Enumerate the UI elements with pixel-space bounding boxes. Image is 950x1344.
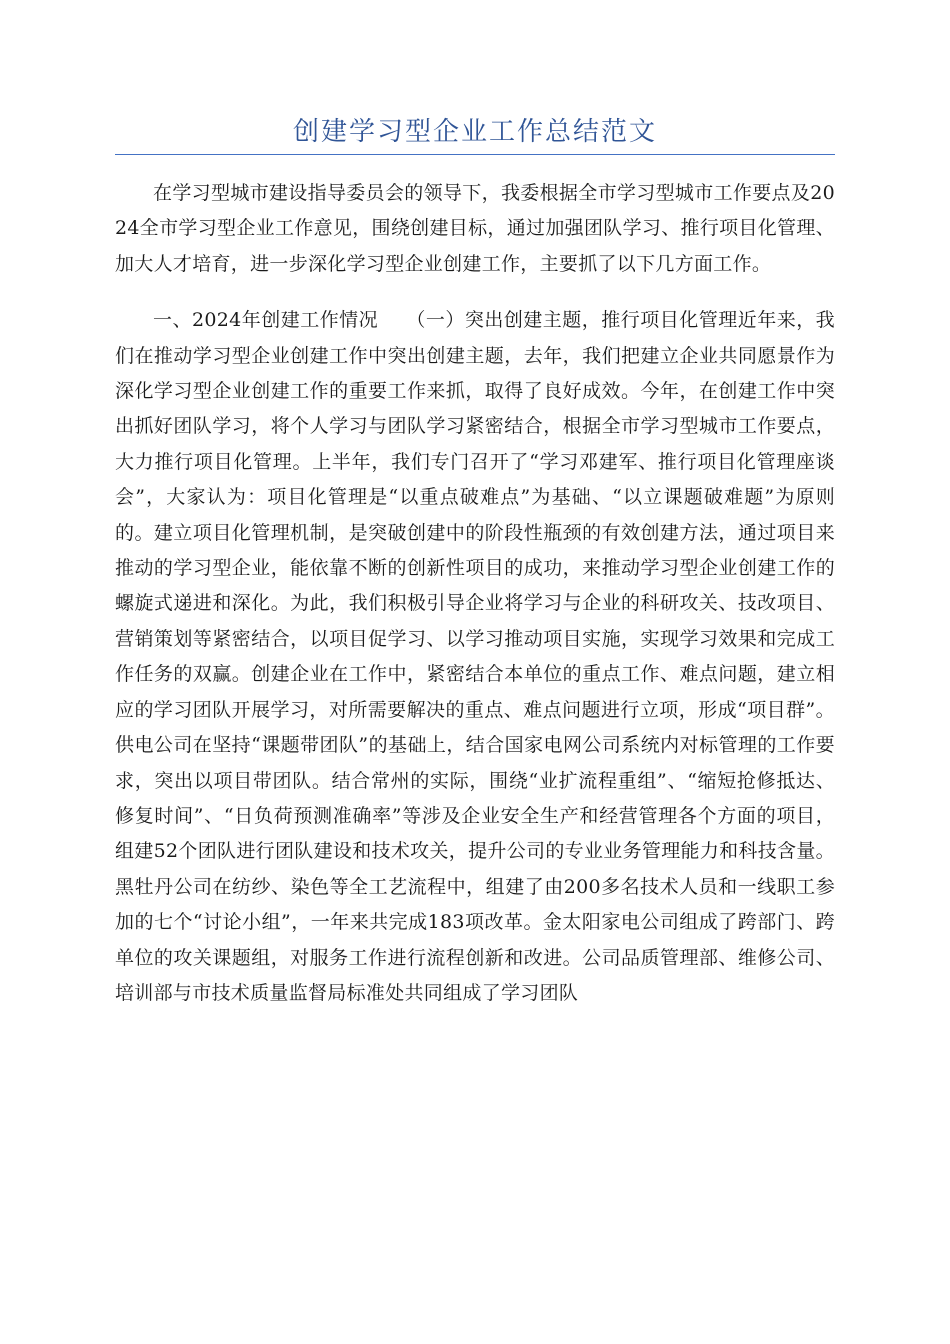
section-body-text: 近年来，我们在推动学习型企业创建工作中突出创建主题，去年，我们把建立企业共同愿景作为深化学习型企业创建工作的重要工作来抓，取得了良好成效。今年，在创建工作中突出抓好团队学习，将个人学习与团队学习紧密结合，根据全市学习型城市工作要点，大力推行项目化管理。上半年，我们专门召开了“学习邓建军、推行项目化管理座谈会”，大家认为：项目化管理是“以重点破难点”为基础、“以立课题破难题”为原则的。建立项目化管理机制，是突破创建中的阶段性瓶颈的有效创建方法，通过项目来推动的学习型企业，能依靠不断的创新性项目的成功，来推动学习型企业创建工作的螺旋式递进和深化。为此，我们积极引导企业将学习与企业的科研攻关、技改项目、营销策划等紧密结合，以项目促学习、以学习推动项目实施，实现学习效果和完成工作任务的双赢。创建企业在工作中，紧密结合本单位的重点工作、难点问题，建立相应的学习团队开展学习，对所需要解决的重点、难点问题进行立项，形成“项目群”。供电公司在坚持“课题带团队”的基础上，结合国家电网公司系统内对标管理的工作要求，突出以项目带团队。结合常州的实际，围绕“业扩流程重组”、“缩短抢修抵达、修复时间”、“日负荷预测准确率”等涉及企业安全生产和经营管理各个方面的项目，组建52个团队进行团队建设和技术攻关，提升公司的专业业务管理能力和科技含量。黑牡丹公司在纺纱、染色等全工艺流程中，组建了由200多名技术人员和一线职工参加的七个“讨论小组”，一年来共完成183项改革。金太阳家电公司组成了跨部门、跨单位的攻关课题组，对服务工作进行流程创新和改进。公司品质管理部、维修公司、培训部与市技术质量监督局标准处共同组成了学习团队: [115, 309, 835, 1004]
subsection-heading: （一）突出创建主题，推行项目化管理: [406, 309, 738, 332]
document-title: 创建学习型企业工作总结范文: [292, 117, 657, 147]
section-heading: 一、2024年创建工作情况: [153, 309, 379, 332]
document-body: [115, 176, 835, 1011]
title-underline: [115, 154, 835, 155]
section-paragraph: [115, 303, 835, 1011]
intro-paragraph: 在学习型城市建设指导委员会的领导下，我委根据全市学习型城市工作要点及2024全市学习型企业工作意见，围绕创建目标，通过加强团队学习、推行项目化管理、加大人才培育，进一步深化学习型企业创建工作，主要抓了以下几方面工作。: [115, 182, 835, 275]
